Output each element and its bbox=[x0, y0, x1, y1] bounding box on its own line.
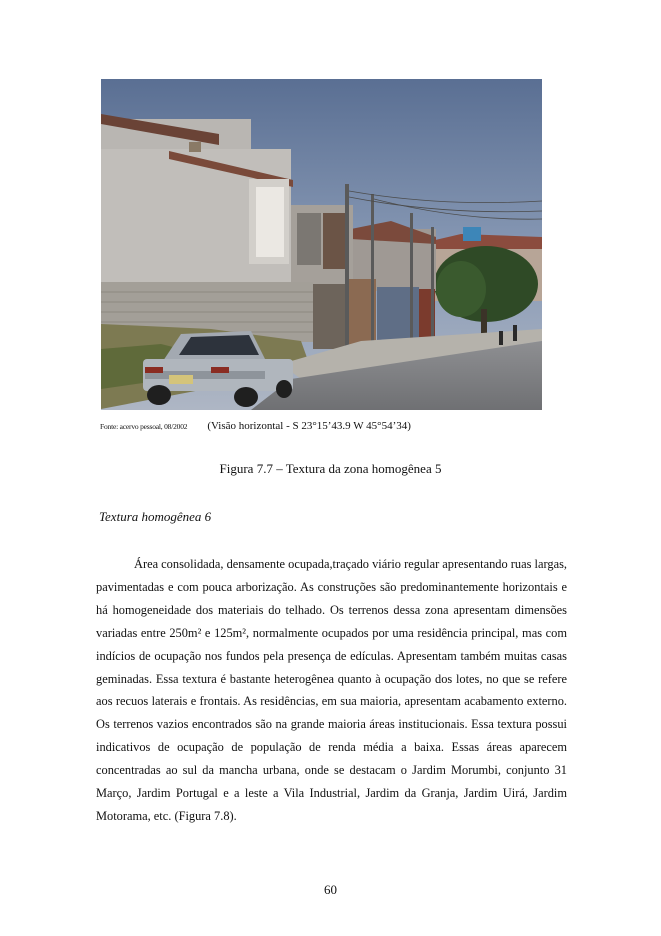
section-heading: Textura homogênea 6 bbox=[99, 509, 212, 524]
body-paragraph: Área consolidada, densamente ocupada,traçado viário regular apresentando ruas largas, pavimentadas e com pouca arborização. As construções são predominantemente horizontais e há homogeneidade dos materiais do telhado. Os terrenos dessa zona apresentam dimensões variadas entre 250m² e 125m², normalmente ocupados por uma residência principal, mas com indícios de ocupação nos fundos pela presença de edículas. Apresentam também muitas casas geminadas. Essa textura é bastante heterogênea quanto à ocupação dos lotes, no que se refere aos recuos laterais e frontais. As residências, em sua maioria, apresentam acabamento externo. Os terrenos vazios encontrados são na grande maioria áreas institucionais. Essa textura possui indicativos de ocupação de população de renda média a baixa. Essas áreas aparecem concentradas ao sul da mancha urbana, onde se destacam o Jardim Morumbi, conjunto 31 Março, Jardim Portugal e a leste a Vila Industrial, Jardim da Granja, Jardim Uirá, Jardim Motorama, etc. (Figura 7.8). bbox=[96, 557, 567, 823]
photo-source-label: Fonte: acervo pessoal, 08/2002 bbox=[100, 422, 188, 431]
figure-source bbox=[100, 416, 560, 434]
photo-coordinates: (Visão horizontal - S 23°15’43.9 W 45°54’34) bbox=[207, 420, 411, 432]
street-photo bbox=[101, 79, 542, 410]
page-number: 60 bbox=[324, 882, 337, 897]
figure-caption: Figura 7.7 – Textura da zona homogênea 5 bbox=[219, 461, 442, 476]
